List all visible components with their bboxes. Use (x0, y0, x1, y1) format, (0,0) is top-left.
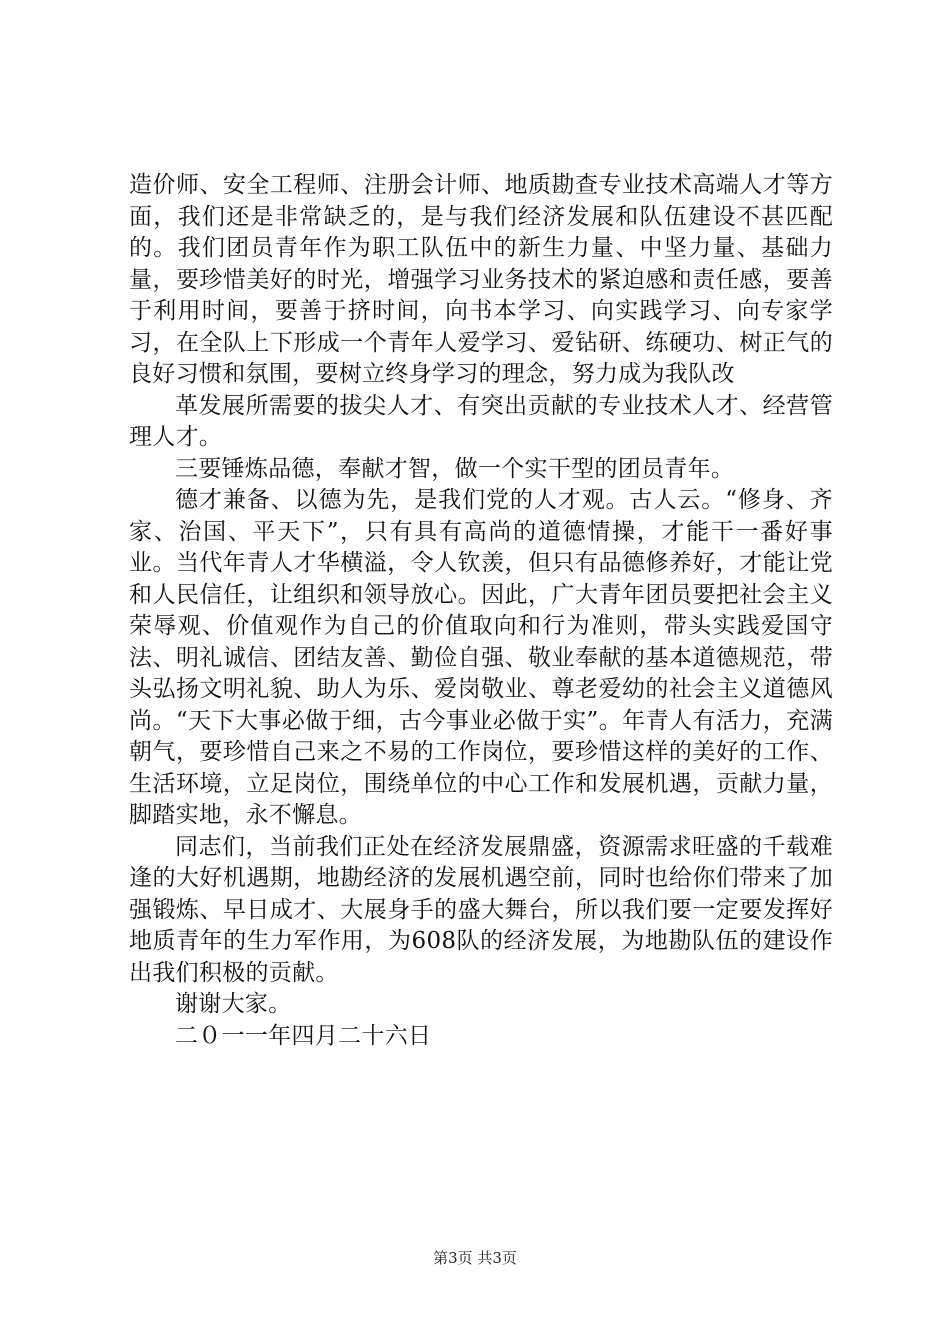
paragraph-6: 谢谢大家。 (175, 991, 292, 1017)
document-body (129, 170, 833, 1052)
page-footer: 第3页 共3页 (433, 1249, 517, 1267)
paragraph-4: 德才兼备、以德为先，是我们党的人才观。古人云。“修身、齐家、治国、平天下”，只有具有高尚的道德情操，才能干一番好事业。当代年青人才华横溢，令人钦羡，但只有品德修养好，才能让党和人民信任，让组织和领导放心。因此，广大青年团员要把社会主义荣辱观、价值观作为自己的价值取向和行为准则，带头实践爱国守法、明礼诚信、团结友善、勤俭自强、敬业奉献的基本道德规范，带头弘扬文明礼貌、助人为乐、爱岗敬业、尊老爱幼的社会主义道德风尚。“天下大事必做于细，古今事业必做于实”。年青人有活力，充满朝气，要珍惜自己来之不易的工作岗位，要珍惜这样的美好的工作、生活环境，立足岗位，围绕单位的中心工作和发展机遇，贡献力量，脚踏实地，永不懈息。 (129, 487, 833, 828)
paragraph-date: 二０一一年四月二十六日 (175, 1022, 432, 1049)
paragraph-1: 造价师、安全工程师、注册会计师、地质勘查专业技术高端人才等方面，我们还是非常缺乏的，是与我们经济发展和队伍建设不甚匹配的。我们团员青年作为职工队伍中的新生力量、中坚力量、基础力量，要珍惜美好的时光，增强学习业务技术的紧迫感和责任感，要善于利用时间，要善于挤时间，向书本学习、向实践学习、向专家学习，在全队上下形成一个青年人爱学习、爱钻研、练硬功、树正气的良好习惯和氛围，要树立终身学习的理念，努力成为我队改 (129, 172, 833, 387)
paragraph-2: 革发展所需要的拔尖人才、有突出贡献的专业技术人才、经营管理人才。 (129, 392, 833, 450)
paragraph-5: 同志们，当前我们正处在经济发展鼎盛，资源需求旺盛的千载难逢的大好机遇期，地勘经济的发展机遇空前，同时也给你们带来了加强锻炼、早日成才、大展身手的盛大舞台，所以我们要一定要发挥好地质青年的生力军作用，为608队的经济发展，为地勘队伍的建设作出我们积极的贡献。 (129, 833, 833, 986)
paragraph-3: 三要锤炼品德，奉献才智，做一个实干型的团员青年。 (175, 455, 735, 482)
